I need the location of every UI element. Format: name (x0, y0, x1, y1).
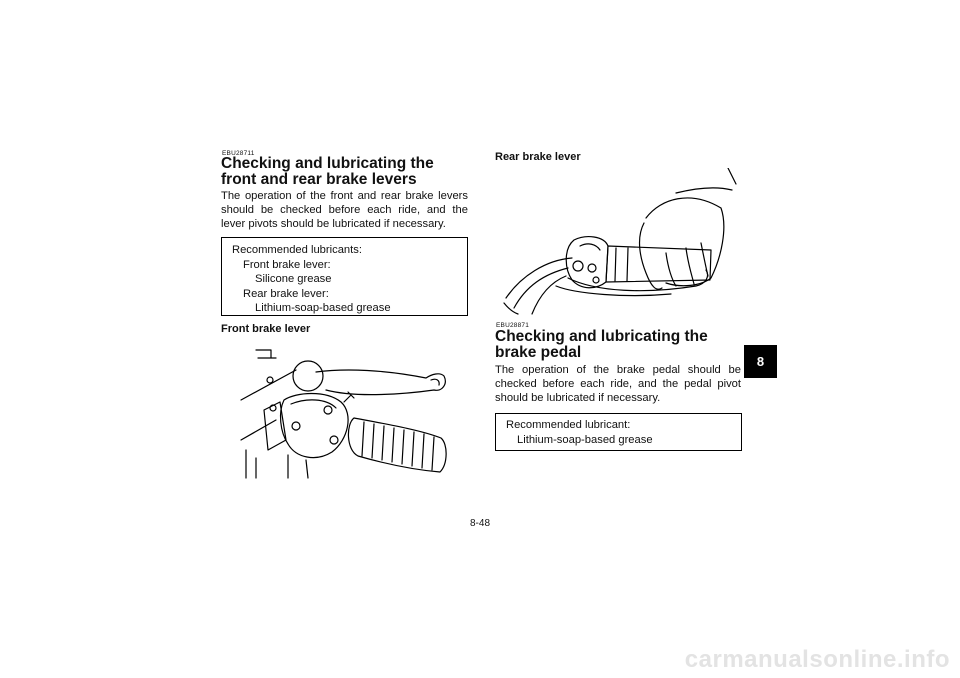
recommended-lubricant-box (495, 413, 742, 451)
section-heading: Checking and lubricating the brake pedal (495, 328, 708, 361)
section-paragraph: The operation of the front and rear brake levers should be checked before each ride, and the lever pivots should be lubricated if necessary. (221, 190, 468, 230)
rear-brake-lever-illustration (496, 168, 744, 318)
rear-lever-value: Lithium-soap-based grease (255, 302, 391, 314)
rear-lever-label: Rear brake lever: (243, 287, 329, 300)
pedal-lubricant-value: Lithium-soap-based grease (517, 433, 653, 446)
chapter-tab: 8 (744, 345, 777, 378)
rear-lever-caption: Rear brake lever (495, 151, 581, 163)
front-lever-value: Silicone grease (255, 273, 332, 285)
section-heading: Checking and lubricating the front and rear brake levers (221, 155, 434, 188)
box-title: Recommended lubricant: (506, 419, 631, 431)
front-lever-caption: Front brake lever (221, 323, 311, 335)
front-lever-label: Front brake lever: (243, 258, 331, 271)
page-number: 8-48 (469, 518, 490, 529)
recommended-lubricants-box (221, 237, 468, 316)
front-brake-lever-illustration (236, 340, 468, 480)
section-code: EBU28871 (496, 322, 530, 329)
box-title: Recommended lubricants: (232, 244, 362, 256)
section-paragraph: The operation of the brake pedal should be checked before each ride, and the pedal pivot should be lubricated if necessary. (495, 364, 741, 404)
section-code: EBU28711 (222, 150, 255, 157)
watermark: carmanualsonline.info (684, 646, 950, 673)
